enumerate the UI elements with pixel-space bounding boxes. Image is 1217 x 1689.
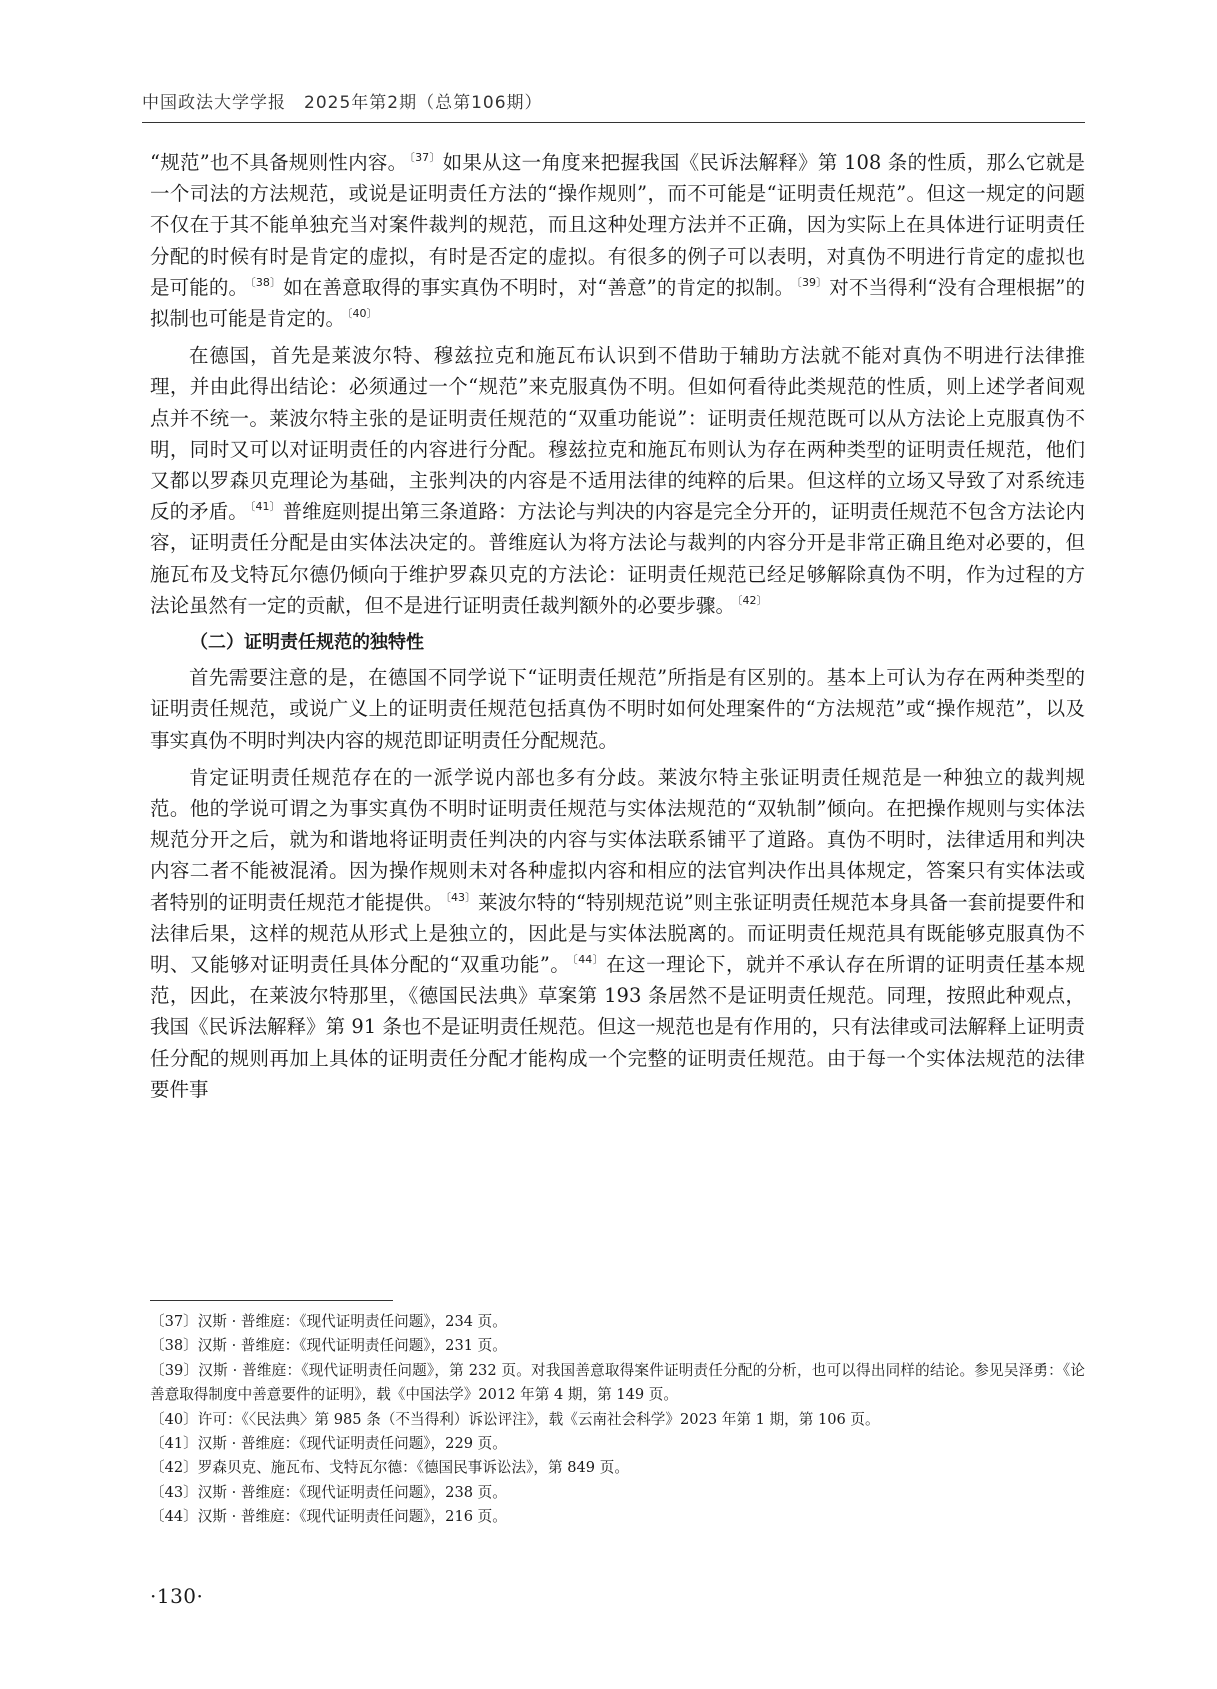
footnote-ref[interactable]: 〔39〕 xyxy=(796,275,828,289)
footnote-ref[interactable]: 〔41〕 xyxy=(249,500,281,514)
footnote-42: 〔42〕罗森贝克、施瓦布、戈特瓦尔德：《德国民事诉讼法》，第 849 页。 xyxy=(150,1459,629,1477)
footnote-ref[interactable]: 〔37〕 xyxy=(409,151,441,164)
footnotes xyxy=(150,1310,1085,1530)
paragraph xyxy=(150,340,1085,621)
footnote-ref[interactable]: 〔42〕 xyxy=(737,593,768,607)
footnote-43: 〔43〕汉斯 · 普维庭：《现代证明责任问题》，238 页。 xyxy=(150,1483,507,1501)
paragraph xyxy=(150,762,1085,1105)
text-run: “规范”也不具备规则性内容。 xyxy=(150,151,408,174)
paragraph xyxy=(150,662,1085,756)
footnote-ref[interactable]: 〔44〕 xyxy=(572,953,605,967)
text-run: 莱波尔特的“特别规范说”则主张证明责任规范本身具备一套前提要件和法律后果，这样的规范从形式上是独立的，因此是与实体法脱离的。而证明责任规范具有既能够克服真伪不明、又能够对证明责任具体分配的“双重功能”。 xyxy=(150,890,1085,977)
footnote-38: 〔38〕汉斯 · 普维庭：《现代证明责任问题》，231 页。 xyxy=(150,1337,507,1355)
footnote-39: 〔39〕汉斯 · 普维庭：《现代证明责任问题》，第 232 页。对我国善意取得案件证明责任分配的分析，也可以得出同样的结论。参见吴泽勇：《论善意取得制度中善意要件的证明》，载《中国法学》2012 年第 4 期，第 149 页。 xyxy=(150,1361,1085,1404)
footnote-41: 〔41〕汉斯 · 普维庭：《现代证明责任问题》，229 页。 xyxy=(150,1435,507,1453)
page-number: ·130· xyxy=(150,1584,204,1608)
footnote-divider xyxy=(150,1300,393,1301)
running-header xyxy=(142,86,1085,123)
footnote-ref[interactable]: 〔43〕 xyxy=(445,890,477,904)
footnote-ref[interactable]: 〔40〕 xyxy=(347,307,378,321)
paragraph xyxy=(150,147,1085,334)
journal-title: 中国政法大学学报 2025年第2期（总第106期） xyxy=(142,93,543,113)
footnote-37: 〔37〕汉斯 · 普维庭：《现代证明责任问题》，234 页。 xyxy=(150,1313,507,1330)
body-text xyxy=(150,147,1085,1111)
text-run: 普维庭则提出第三条道路：方法论与判决的内容是完全分开的，证明责任规范不包含方法论内容，证明责任分配是由实体法决定的。普维庭认为将方法论与裁判的内容分开是非常正确且绝对必要的，但施瓦布及戈特瓦尔德仍倾向于维护罗森贝克的方法论：证明责任规范已经足够解除真伪不明，作为过程的方法论虽然有一定的贡献，但不是进行证明责任裁判额外的必要步骤。 xyxy=(150,500,1085,617)
text-run: 对不当得利“没有合理根据”的拟制也可能是肯定的。 xyxy=(150,275,1085,331)
footnote-40: 〔40〕许可：《〈民法典〉第 985 条（不当得利）诉讼评注》，载《云南社会科学》2023 年第 1 期，第 106 页。 xyxy=(150,1410,880,1428)
section-heading: （二）证明责任规范的独特性 xyxy=(190,632,424,654)
text-run: 如果从这一角度来把握我国《民诉法解释》第 108 条的性质，那么它就是一个司法的方法规范，或说是证明责任方法的“操作规则”，而不可能是“证明责任规范”。但这一规定的问题不仅在于其不能单独充当对案件裁判的规范，而且这种处理方法并不正确，因为实际上在具体进行证明责任分配的时候有时是肯定的虚拟，有时是否定的虚拟。有很多的例子可以表明，对真伪不明进行肯定的虚拟也是可能的。 xyxy=(150,151,1085,299)
text-run: 在这一理论下，就并不承认存在所谓的证明责任基本规范，因此，在莱波尔特那里，《德国民法典》草案第 193 条居然不是证明责任规范。同理，按照此种观点，我国《民诉法解释》第 91 条也不是证明责任规范。但这一规范也是有作用的，只有法律或司法解释上证明责任分配的规则再加上具体的证明责任分配才能构成一个完整的证明责任规范。由于每一个实体法规范的法律要件事 xyxy=(150,953,1085,1101)
footnote-44: 〔44〕汉斯 · 普维庭：《现代证明责任问题》，216 页。 xyxy=(150,1508,507,1526)
text-run: 肯定证明责任规范存在的一派学说内部也多有分歧。莱波尔特主张证明责任规范是一种独立的裁判规范。他的学说可谓之为事实真伪不明时证明责任规范与实体法规范的“双轨制”倾向。在把操作规则与实体法规范分开之后，就为和谐地将证明责任判决的内容与实体法联系铺平了道路。真伪不明时，法律适用和判决内容二者不能被混淆。因为操作规则未对各种虚拟内容和相应的法官判决作出具体规定，答案只有实体法或者特别的证明责任规范才能提供。 xyxy=(150,765,1085,914)
footnote-ref[interactable]: 〔38〕 xyxy=(250,275,282,289)
text-run: 如在善意取得的事实真伪不明时，对“善意”的肯定的拟制。 xyxy=(283,275,795,299)
text-run: 首先需要注意的是，在德国不同学说下“证明责任规范”所指是有区别的。基本上可认为存在两种类型的证明责任规范，或说广义上的证明责任规范包括真伪不明时如何处理案件的“方法规范”或“操作规范”，以及事实真伪不明时判决内容的规范即证明责任分配规范。 xyxy=(150,666,1085,752)
text-run: 在德国，首先是莱波尔特、穆兹拉克和施瓦布认识到不借助于辅助方法就不能对真伪不明进行法律推理，并由此得出结论：必须通过一个“规范”来克服真伪不明。但如何看待此类规范的性质，则上述学者间观点并不统一。莱波尔特主张的是证明责任规范的“双重功能说”：证明责任规范既可以从方法论上克服真伪不明，同时又可以对证明责任的内容进行分配。穆兹拉克和施瓦布则认为存在两种类型的证明责任规范，他们又都以罗森贝克理论为基础，主张判决的内容是不适用法律的纯粹的后果。但这样的立场又导致了对系统违反的矛盾。 xyxy=(150,344,1085,524)
